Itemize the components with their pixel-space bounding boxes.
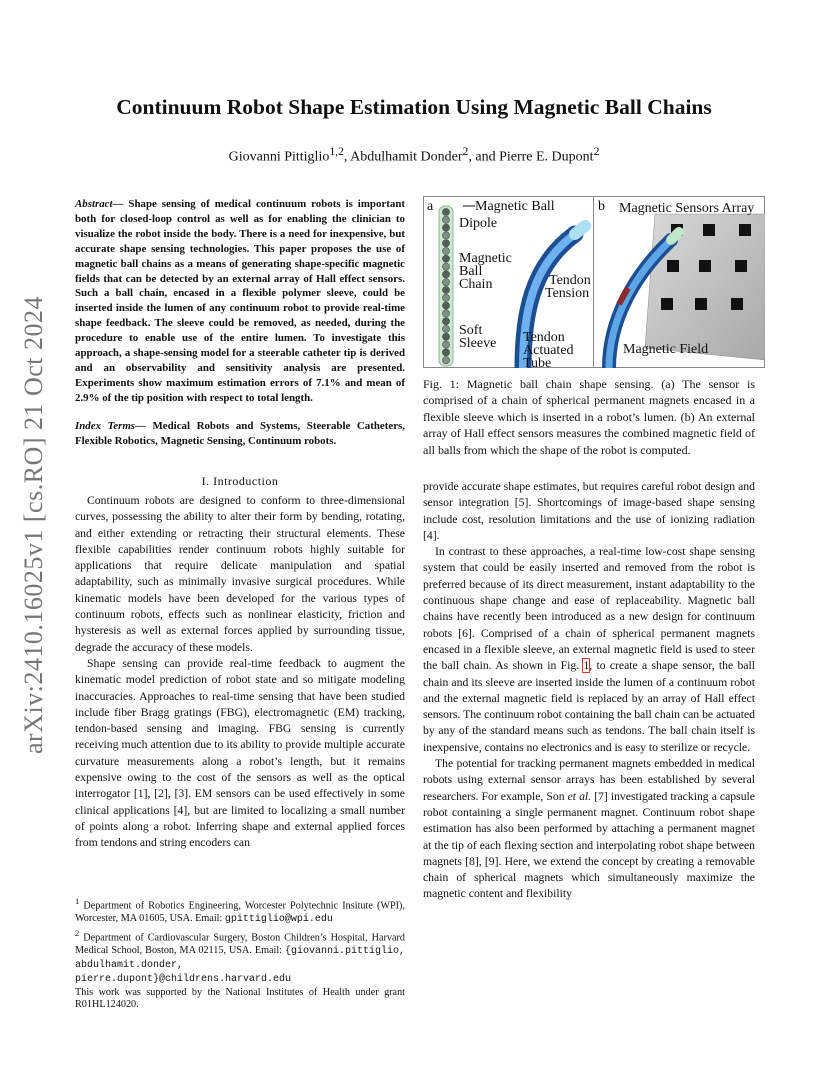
author-3: and Pierre E. Dupont [475, 149, 594, 165]
label-tendon-actuated-tube-1: Tendon [523, 330, 565, 345]
label-tendon-actuated-tube-2: Actuated [523, 343, 574, 358]
abstract [75, 197, 405, 406]
magnetic-ball [442, 286, 449, 293]
figure-1 [423, 196, 765, 368]
magnetic-ball [442, 357, 449, 364]
magnetic-ball [442, 325, 449, 332]
label-soft-sleeve-2: Sleeve [459, 336, 497, 351]
index-terms [75, 419, 405, 449]
author-2: Abdulhamit Donder [350, 149, 463, 165]
magnetic-ball [442, 224, 449, 231]
author-1-affiliation: 1,2 [329, 145, 344, 158]
author-2-affiliation: 2 [462, 145, 469, 158]
footnotes [75, 895, 405, 1012]
figure-reference-link[interactable]: 1 [583, 659, 590, 673]
label-magnetic-ball-chain-2: Ball [459, 264, 483, 279]
panel-b-label: b [598, 199, 605, 214]
label-magnetic-ball: Magnetic Ball [475, 199, 555, 214]
ball-chain-illustration [439, 206, 453, 366]
email-link[interactable]: {giovanni.pittiglio, abdulhamit.donder, pierre.dupont}@childrens.harvard.edu [75, 946, 405, 985]
footnote-2: $^2$ Department of Cardiovascular Surgery, Boston Children’s Hospital, Harvard Medical School, Boston, MA 02115, USA. Email: {giovanni.pittiglio, abdulhamit.donder, pierre.dupont}@childrens.harvard.edu [75, 927, 405, 985]
label-magnetic-field: Magnetic Field [623, 342, 709, 357]
magnetic-ball [442, 263, 449, 270]
body-paragraph: Continuum robots are designed to conform to three-dimensional curves, possessing the ability to alter their form by bending, rotating, and either extending or retracting their structural elements. These flexible capabilities render continuum robots highly suitable for applications that require delicate manipulation and spatial adaptability, such as minimally invasive surgical procedures. While kinematic models have been developed for the various types of continuum robots, effects such as nonlinear elasticity, friction and hysteresis as well as external forces applied by surrounding tissue, degrade the accuracy of these models. [75, 494, 405, 654]
magnetic-ball [442, 271, 449, 278]
section-heading-introduction: I. Introduction [201, 474, 279, 488]
magnetic-ball [442, 232, 449, 239]
label-soft-sleeve-1: Soft [459, 323, 483, 338]
body-paragraph: The potential for tracking permanent magnets embedded in medical robots using external sensor arrays has been established by several researchers. For example, Son et al. [7] investigated tracking a capsule robot containing a single permanent magnet. Continuum robot shape estimation has also been performed by attaching a permanent magnet at the tip of each flexing section and interpolating robot shape between magnets [8], [9]. Here, we extend the concept by creating a removable chain of spherical magnets which simultaneously maximize the magnetic content and flexibility [423, 757, 755, 901]
panel-a-label: a [427, 199, 434, 214]
email-link[interactable]: gpittiglio@wpi.edu [224, 914, 333, 926]
label-magnetic-ball-chain-3: Chain [459, 277, 493, 292]
author-3-affiliation: 2 [593, 145, 600, 158]
label-tendon-tension-2: Tension [545, 286, 590, 301]
paper-title: Continuum Robot Shape Estimation Using Magnetic Ball Chains [116, 95, 712, 119]
index-terms-text: — Medical Robots and Systems, Steerable Catheters, Flexible Robotics, Magnetic Sensing, Continuum robots. [75, 420, 405, 447]
magnetic-ball [442, 216, 449, 223]
body-paragraph: In contrast to these approaches, a real-time low-cost shape sensing system that could be easily inserted and removed from the robot is preferred because of its direct measurement, instant adaptability to the continuous shape change and ease of replaceability. Magnetic ball chains have recently been introduced as a new design for continuum robots [6]. Comprised of a chain of spherical permanent magnets encased in a flexible sleeve, an external magnetic field is used to steer the ball chain. As shown in Fig. 1, to create a shape sensor, the ball chain and its sleeve are inserted inside the lumen of a continuum robot and the external magnetic field is replaced by an array of Hall effect sensors. The continuum robot containing the ball chain can be actuated by any of the standard means such as tendons. The ball chain itself is inexpensive, contains no electronics and is easy to sterilize or recycle. [423, 545, 755, 754]
arxiv-identifier: arXiv:2410.16025v1 [cs.RO] 21 Oct 2024 [19, 295, 48, 755]
author-1: Giovanni Pittiglio [228, 149, 330, 165]
right-column-body [423, 479, 755, 903]
magnetic-ball [442, 279, 449, 286]
label-magnetic-sensors-array: Magnetic Sensors Array [619, 201, 755, 216]
magnetic-ball [442, 240, 449, 247]
footnote-1: $^1$ Department of Robotics Engineering, Worcester Polytechnic Insitute (WPI), Worcester, MA 01605, USA. Email: gpittiglio@wpi.edu [75, 896, 405, 926]
abstract-text: — Shape sensing of medical continuum robots is important both for closed-loop control as well as for enabling the clinician to visualize the robot inside the body. There is a need for inexpensive, but accurate shape sensing technologies. This paper proposes the use of magnetic ball chains as a means of generating shape-specific magnetic fields that can be detected by an external array of Hall effect sensors. Such a ball chain, encased in a flexible polymer sleeve, could be inserted inside the lumen of any continuum robot to provide real-time shape feedback. The sleeve could be removed, as needed, during the procedure to enable use of the entire lumen. To investigate this approach, a shape-sensing model for a steerable catheter tip is derived and an observability and sensitivity analysis are presented. Experiments show maximum estimation errors of 7.1% and mean of 2.9% of the tip position with respect to total length. [75, 198, 405, 404]
magnetic-ball [442, 341, 449, 348]
label-dipole: Dipole [459, 216, 498, 231]
magnetic-ball [442, 302, 449, 309]
magnetic-ball [442, 349, 449, 356]
magnetic-ball [442, 310, 449, 317]
body-paragraph: Shape sensing can provide real-time feedback to augment the kinematic model prediction of robot state and so mitigate modeling inaccuracies. Approaches to real-time sensing that have been studied include fiber Bragg gratings (FBG), electromagnetic (EM) tracking, tendon-based sensing and imaging. FBG sensing is currently receiving much attention due to its ability to provide multiple accurate curvature measurements along a robot’s length, but it remains expensive owing to the cost of the sensors as well as the optical interrogator [1], [2], [3]. EM sensors can be used effectively in some clinical applications [4], but are limited to localizing a small number of points along a robot. Inferring shape and external applied forces from tendons and string encoders can [75, 656, 405, 850]
left-column-body [75, 493, 405, 852]
funding-note: This work was supported by the National Institutes of Health under grant R01HL124020. [75, 986, 405, 1011]
label-tendon-actuated-tube-3: Tube [523, 356, 552, 368]
magnetic-ball [442, 247, 449, 254]
magnetic-ball [442, 255, 449, 262]
body-paragraph: provide accurate shape estimates, but requires careful robot design and sensor integration [5]. Shortcomings of image-based shape sensing include cost, resolution limitations and the use of ionizing radiation [4]. [423, 480, 755, 542]
label-tendon-tension-1: Tendon [549, 273, 591, 288]
abstract-label: Abstract [75, 198, 113, 210]
author-list: Giovanni Pittiglio$^{1,2}$, Abdulhamit Donder$^2$, and Pierre E. Dupont$^2$ [228, 145, 600, 165]
magnetic-ball [442, 294, 449, 301]
magnetic-ball [442, 318, 449, 325]
label-magnetic-ball-chain-1: Magnetic [459, 251, 512, 266]
magnetic-ball [442, 333, 449, 340]
magnetic-ball [442, 208, 449, 215]
index-terms-label: Index Terms [75, 420, 136, 432]
figure-1-caption: Fig. 1: Magnetic ball chain shape sensing. (a) The sensor is comprised of a chain of spherical permanent magnets encased in a flexible sleeve which is inserted in a robot’s lumen. (b) An external array of Hall effect sensors measures the combined magnetic field of all balls from which the shape of the robot is computed. [423, 377, 755, 457]
